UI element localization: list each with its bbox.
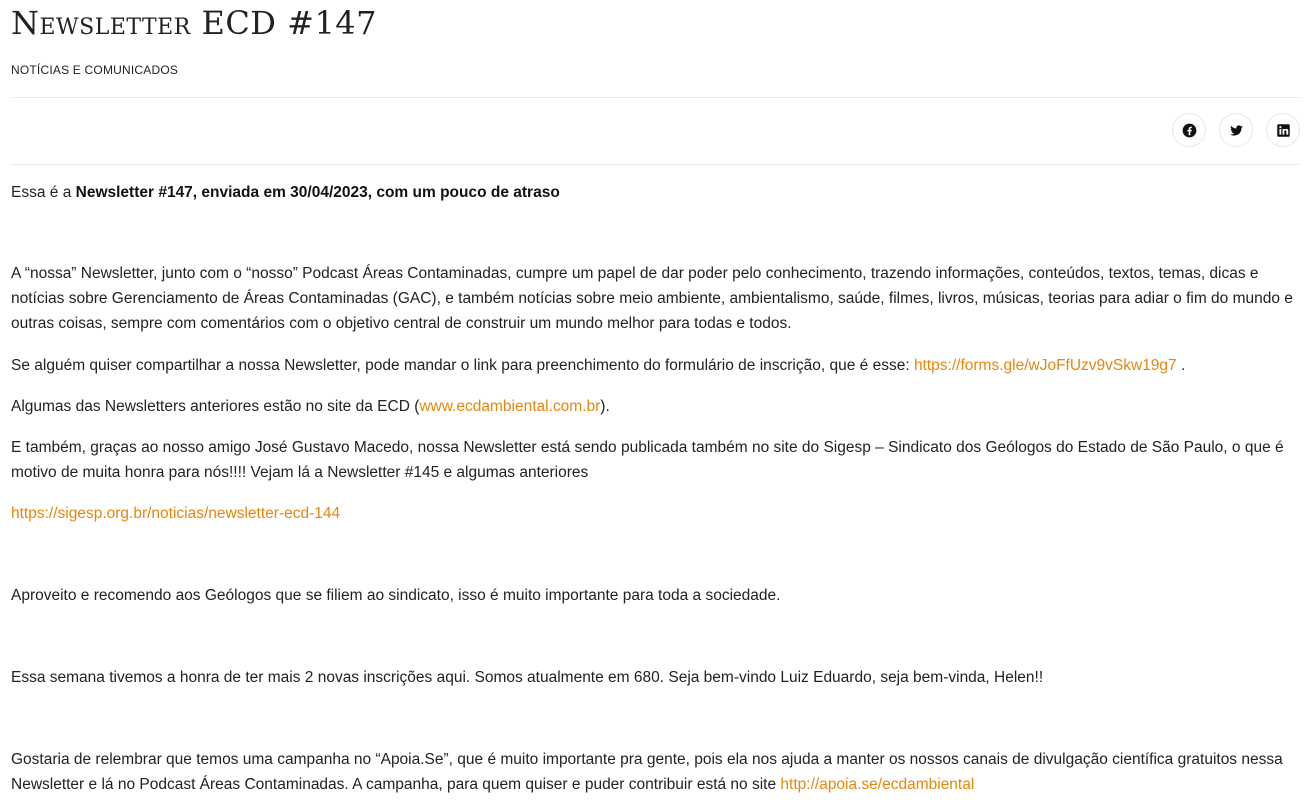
twitter-share-button[interactable] (1219, 113, 1253, 147)
union-paragraph: Aproveito e recomendo aos Geólogos que se filiem ao sindicato, isso é muito importante para toda a sociedade. (11, 587, 781, 604)
share-form-paragraph (11, 353, 1300, 378)
form-link[interactable]: https://forms.gle/wJoFfUzv9vSkw19g7 (913, 357, 1177, 374)
linkedin-share-button[interactable] (1266, 113, 1300, 147)
facebook-share-button[interactable] (1172, 113, 1206, 147)
subscribers-paragraph: Essa semana tivemos a honra de ter mais 2 novas inscrições aqui. Somos atualmente em 680. Seja bem-vindo Luiz Eduardo, seja bem-vinda, Helen!! (11, 669, 1044, 686)
sigesp-link-paragraph (11, 501, 1300, 526)
category-link[interactable]: NOTÍCIAS E COMUNICADOS (11, 63, 179, 77)
previous-newsletters-paragraph (11, 394, 1300, 419)
top-divider (11, 97, 1300, 98)
about-paragraph: A “nossa” Newsletter, junto com o “nosso” Podcast Áreas Contaminadas, cumpre um papel de dar poder pelo conhecimento, trazendo informações, conteúdos, textos, temas, dicas e notícias sobre Gerenciamento de Áreas Contaminadas (GAC), e também notícias sobre meio ambiente, ambientalismo, saúde, filmes, livros, músicas, teorias para adiar o fim do mundo e outras coisas, sempre com comentários com o objetivo central de construir um mundo melhor para todas e todos. (11, 265, 1293, 332)
share-bar (1172, 113, 1300, 147)
ecd-site-link[interactable]: www.ecdambiental.com.br (419, 398, 601, 415)
apoiase-link[interactable]: http://apoia.se/ecdambiental (780, 776, 975, 793)
share-form-text: Se alguém quiser compartilhar a nossa Newsletter, pode mandar o link para preenchimento do formulário de inscrição, que é esse: (11, 357, 914, 374)
intro-text: Essa é a (11, 184, 76, 201)
bottom-divider (11, 164, 1300, 165)
sigesp-link[interactable]: https://sigesp.org.br/noticias/newsletter-ecd-144 (11, 505, 341, 522)
intro-paragraph (11, 180, 1300, 205)
sigesp-paragraph: E também, graças ao nosso amigo José Gustavo Macedo, nossa Newsletter está sendo publicada também no site do Sigesp – Sindicato dos Geólogos do Estado de São Paulo, o que é motivo de muita honra para nós!!!! Vejam lá a Newsletter #145 e algumas anteriores (11, 439, 1284, 481)
page-title: Newsletter ECD #147 (11, 4, 378, 42)
twitter-icon (1229, 123, 1244, 138)
facebook-icon (1182, 123, 1197, 138)
apoiase-text: Gostaria de relembrar que temos uma campanha no “Apoia.Se”, que é muito importante pra gente, pois ela nos ajuda a manter os nossos canais de divulgação científica gratuitos nessa Newsletter e lá no Podcast Áreas Contaminadas. A campanha, para quem quiser e puder contribuir está no site (11, 751, 1283, 793)
share-form-suffix: . (1176, 357, 1186, 374)
previous-newsletters-text: Algumas das Newsletters anteriores estão no site da ECD ( (11, 398, 420, 415)
apoiase-paragraph (11, 747, 1300, 797)
linkedin-icon (1276, 123, 1291, 138)
intro-bold-text: Newsletter #147, enviada em 30/04/2023, com um pouco de atraso (75, 184, 560, 201)
previous-newsletters-suffix: ). (600, 398, 610, 415)
